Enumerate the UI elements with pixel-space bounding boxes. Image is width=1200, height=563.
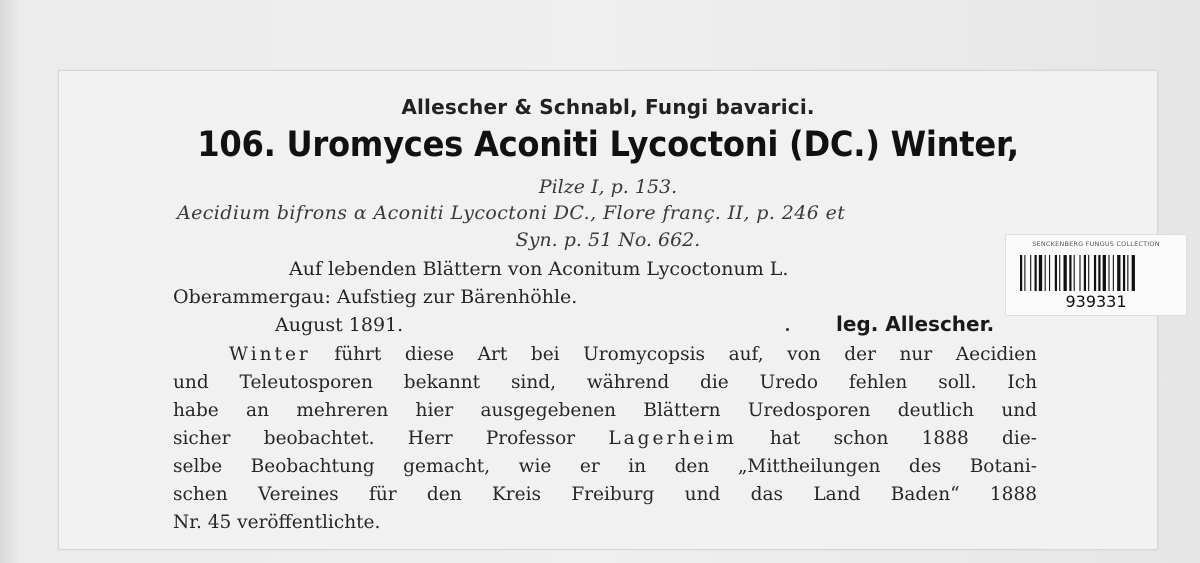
stray-mark bbox=[786, 328, 789, 331]
barcode-stripe bbox=[1127, 255, 1128, 291]
synonym-line: Pilze I, p. 153. bbox=[538, 176, 678, 198]
barcode-stripe bbox=[1103, 255, 1106, 291]
barcode-stripe bbox=[1049, 255, 1050, 291]
barcode-stripe bbox=[1117, 255, 1120, 291]
barcode-stripe bbox=[1123, 255, 1125, 291]
note-line: selbe Beobachtung gemacht, wie er in den „Mittheilungen des Botani- bbox=[173, 456, 1037, 477]
barcode-stripe bbox=[1132, 255, 1135, 291]
note-line: Winter führt diese Art bei Uromycopsis auf, von der nur Aecidien bbox=[229, 344, 1037, 365]
barcode-stripe bbox=[1024, 255, 1025, 291]
barcode-stripe bbox=[1030, 255, 1031, 291]
note-line: habe an mehreren hier ausgegebenen Blättern Uredosporen deutlich und bbox=[173, 400, 1037, 421]
note-line: sicher beobachtet. Herr Professor Lagerheim hat schon 1888 die- bbox=[173, 428, 1037, 449]
note-line: und Teleutosporen bekannt sind, während die Uredo fehlen soll. Ich bbox=[173, 372, 1037, 393]
synonym-line: Syn. p. 51 No. 662. bbox=[515, 229, 701, 251]
barcode-stripe bbox=[1084, 255, 1086, 291]
specimen-label bbox=[58, 70, 1158, 550]
synonym-line: Aecidium bifrons α Aconiti Lycoctoni DC., Flore franç. II, p. 246 et bbox=[177, 202, 846, 224]
barcode-stripe bbox=[1059, 255, 1060, 291]
note-line: schen Vereines für den Kreis Freiburg und das Land Baden“ 1888 bbox=[173, 484, 1037, 505]
barcode-stripe bbox=[1035, 255, 1037, 291]
locality-text: Oberammergau: Aufstieg zur Bärenhöhle. bbox=[173, 286, 578, 308]
barcode-icon bbox=[1020, 255, 1172, 291]
barcode-caption: SENCKENBERG FUNGUS COLLECTION bbox=[1032, 240, 1160, 248]
note-paragraph bbox=[173, 341, 1037, 537]
barcode-stripe bbox=[1094, 255, 1096, 291]
barcode-label bbox=[1005, 234, 1187, 316]
barcode-stripe bbox=[1039, 255, 1042, 291]
barcode-stripe bbox=[1020, 255, 1022, 291]
author-name: Lagerheim bbox=[608, 428, 737, 449]
series-heading: Allescher & Schnabl, Fungi bavarici. bbox=[401, 95, 815, 119]
collector-text: leg. Allescher. bbox=[836, 312, 995, 336]
barcode-stripe bbox=[1045, 255, 1046, 291]
barcode-number: 939331 bbox=[1065, 292, 1127, 311]
barcode-stripe bbox=[1088, 255, 1089, 291]
author-name: Winter bbox=[229, 344, 311, 365]
host-text: Auf lebenden Blättern von Aconitum Lycoctonum L. bbox=[289, 258, 789, 280]
species-title: 106. Uromyces Aconiti Lycoctoni (DC.) Winter, bbox=[197, 125, 1019, 165]
barcode-stripe bbox=[1064, 255, 1067, 291]
note-line: Nr. 45 veröffentlichte. bbox=[173, 512, 381, 533]
collection-date: August 1891. bbox=[275, 314, 404, 336]
barcode-stripe bbox=[1055, 255, 1057, 291]
barcode-stripe bbox=[1074, 255, 1075, 291]
barcode-stripe bbox=[1079, 255, 1080, 291]
barcode-stripe bbox=[1113, 255, 1114, 291]
barcode-stripe bbox=[1098, 255, 1100, 291]
barcode-stripe bbox=[1108, 255, 1109, 291]
barcode-stripe bbox=[1069, 255, 1071, 291]
